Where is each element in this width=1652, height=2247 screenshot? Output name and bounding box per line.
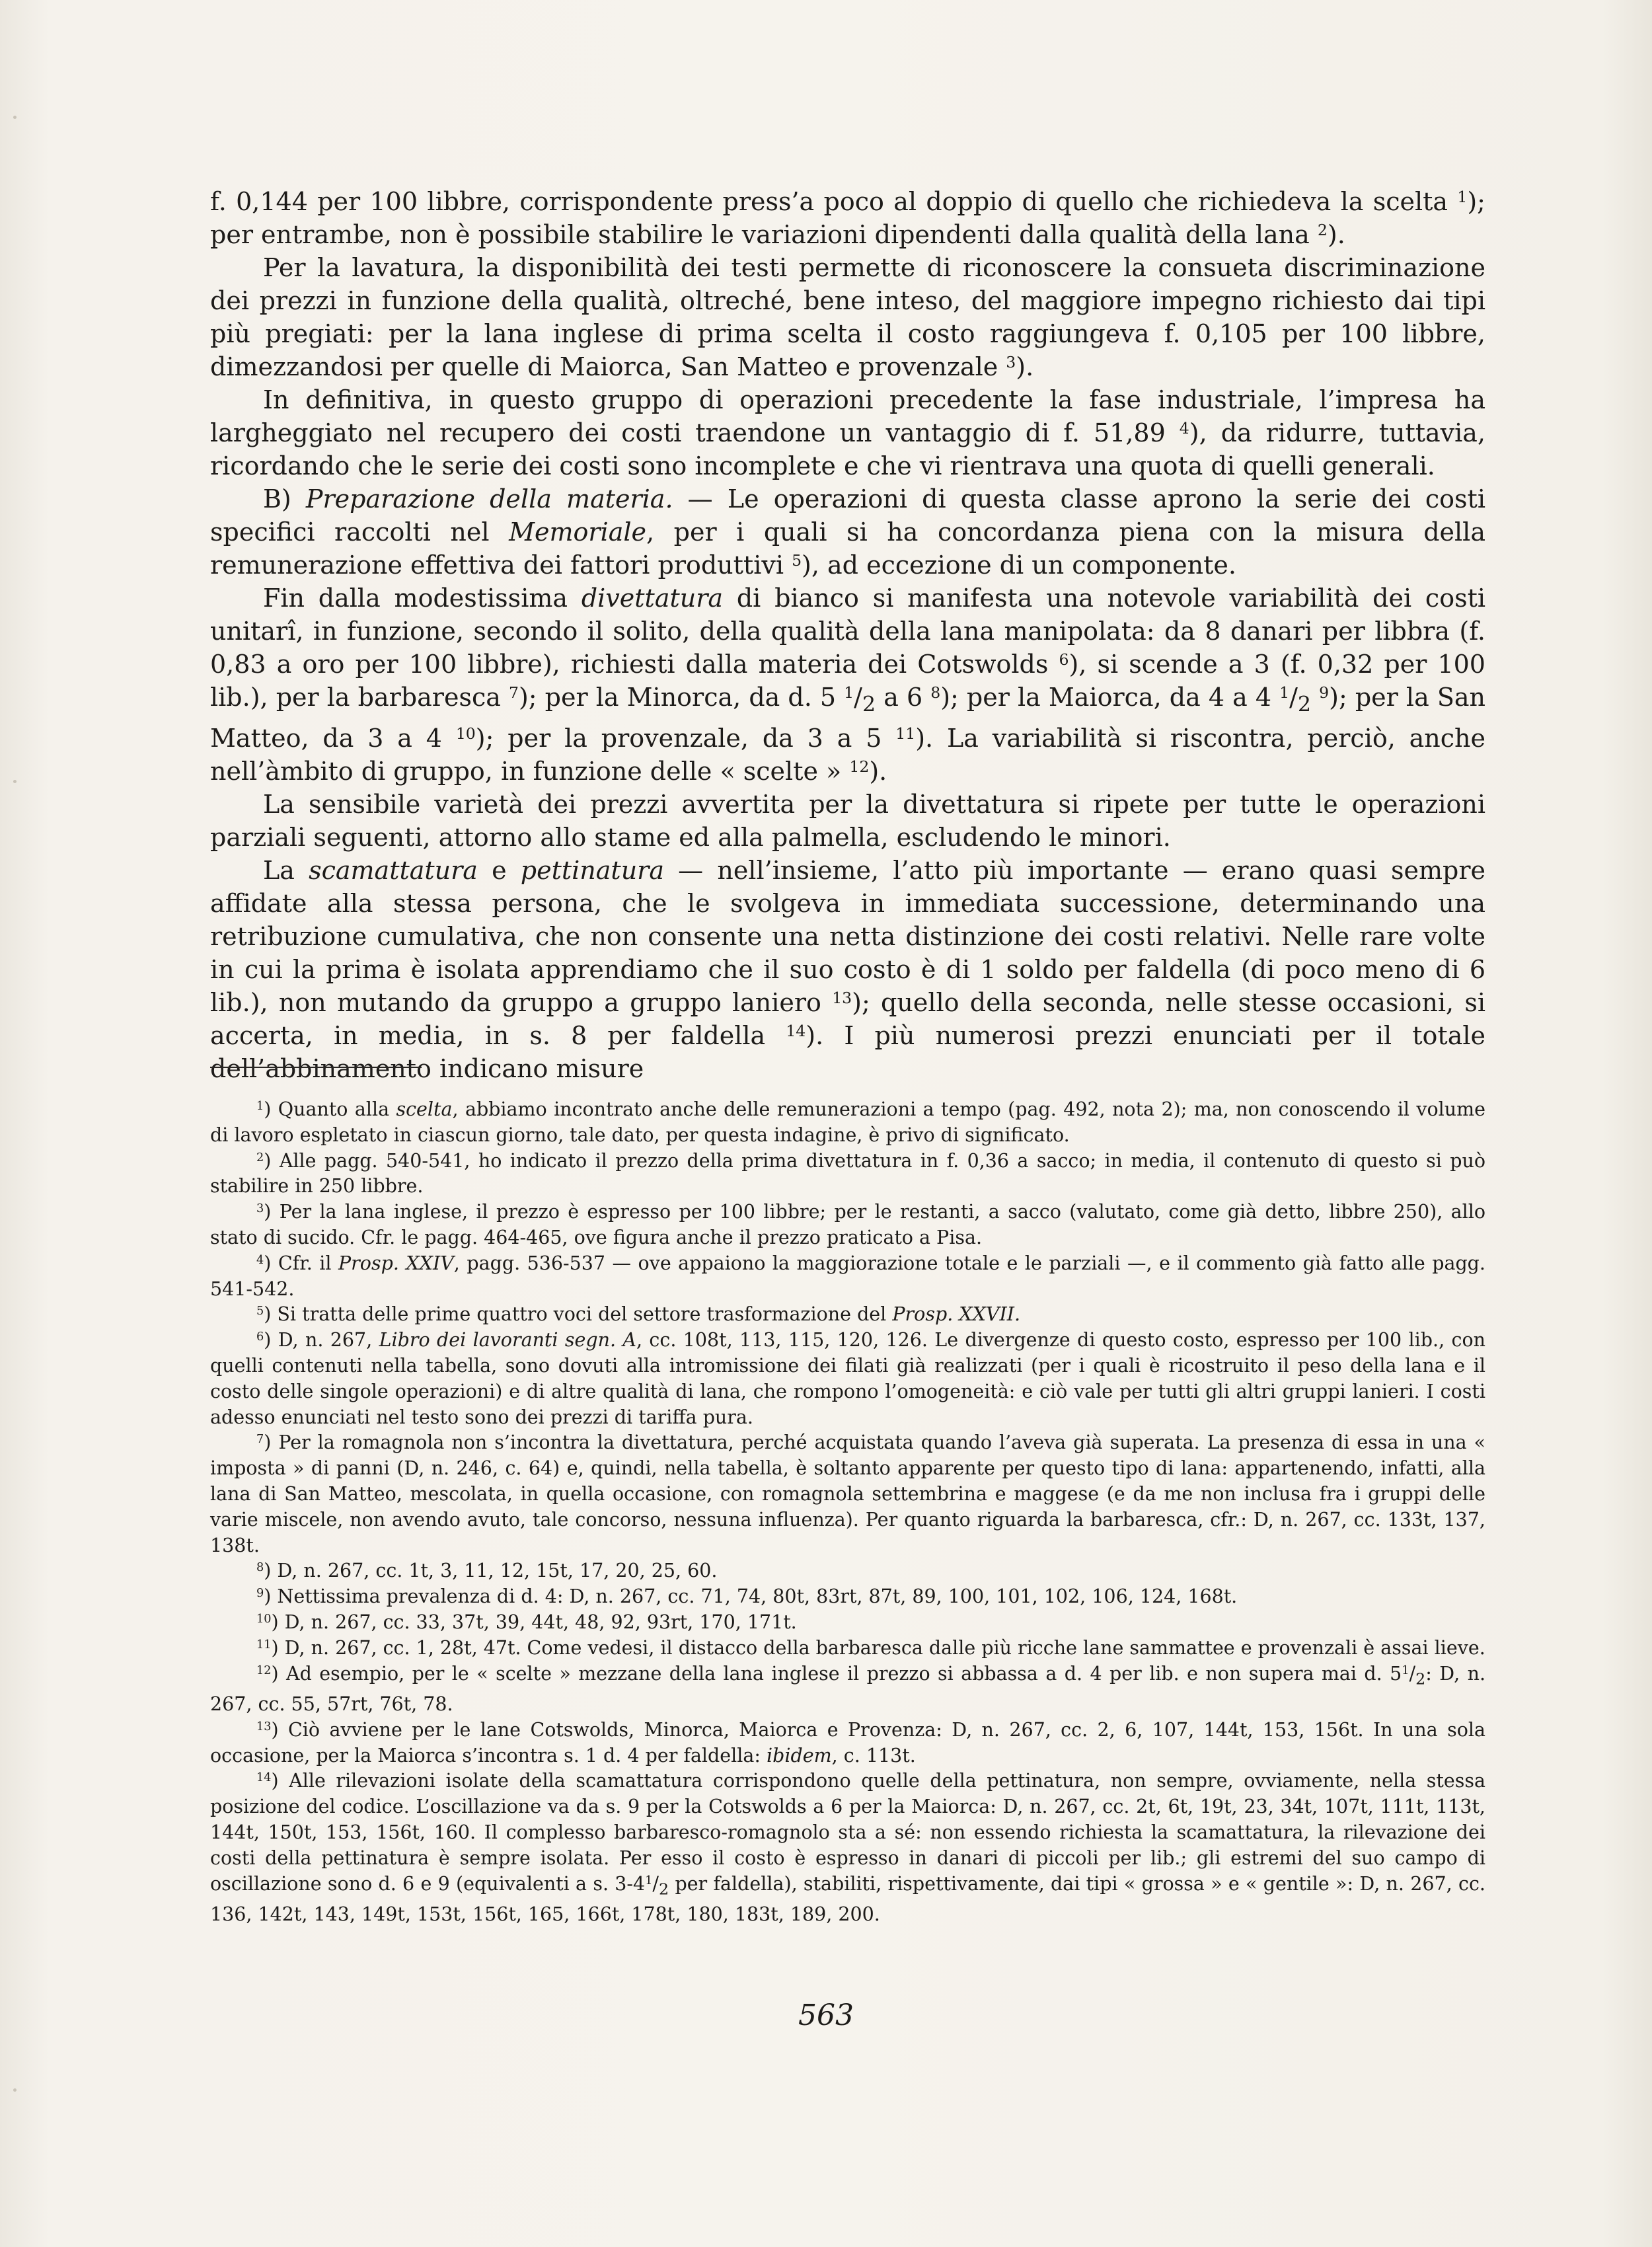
footnote-4: $^4$) Cfr. il Prosp. XXIV, pagg. 536-537 — ove appaiono la maggiorazione totale e le parziali —, e il commento già fatto alle pagg. 541-542. [210, 1252, 1485, 1300]
paragraph-6: La sensibile varietà dei prezzi avvertita per la divettatura si ripete per tutte le operazioni parziali seguenti, attorno allo stame ed alla palmella, escludendo le minori. [210, 789, 1485, 852]
binding-mark [13, 780, 17, 783]
footnote-10: $^{10}$) D, n. 267, cc. 33, 37t, 39, 44t, 48, 92, 93rt, 170, 171t. [256, 1611, 797, 1633]
footnote-6: $^6$) D, n. 267, Libro dei lavoranti segn. A, cc. 108t, 113, 115, 120, 126. Le divergenze di questo costo, espresso per 100 lib., con quelli contenuti nella tabella, sono dovuti alla intromissione dei filati già realizzati (per i quali è ricostruito il peso della lana e il costo delle singole operazioni) e di altre qualità di lana, che rompono l’omogeneità: e ciò vale per tutti gli altri gruppi lanieri. I costi adesso enunciati nel testo sono dei prezzi di tariffa pura. [210, 1329, 1485, 1428]
paragraph-7: La scamattatura e pettinatura — nell’insieme, l’atto più importante — erano quasi sempre affidate alla stessa persona, che le svolgeva in immediata successione, determinando una retribuzione cumulativa, che non consente una netta distinzione dei costi relativi. Nelle rare volte in cui la prima è isolata apprendiamo che il suo costo è di 1 soldo per faldella (di poco meno di 6 lib.), non mutando da gruppo a gruppo laniero $^{13}$); quello della seconda, nelle stesse occasioni, si accerta, in media, in s. 8 per faldella $^{14}$). I più numerosi prezzi enunciati per il totale dell’abbinamento indicano misure [210, 855, 1486, 1083]
footnote-3: $^3$) Per la lana inglese, il prezzo è espresso per 100 libbre; per le restanti, a sacco (valutato, come già detto, libbre 250), allo stato di sucido. Cfr. le pagg. 464-465, ove figura anche il prezzo praticato a Pisa. [210, 1201, 1485, 1248]
footnote-12: $^{12}$) Ad esempio, per le « scelte » mezzane della lana inglese il prezzo si abbassa a d. 4 per lib. e non supera mai d. $5^1/_2$: D, n. 267, cc. 55, 57rt, 76t, 78. [210, 1662, 1486, 1716]
paragraph-4: B) Preparazione della materia. — Le operazioni di questa classe aprono la serie dei costi specifici raccolti nel Memoriale, per i quali si ha concordanza piena con la misura della remunerazione effettiva dei fattori produttivi $^5$), ad eccezione di un componente. [210, 484, 1485, 580]
footnote-9: $^9$) Nettissima prevalenza di d. 4: D, n. 267, cc. 71, 74, 80t, 83rt, 87t, 89, 100, 101, 102, 106, 124, 168t. [256, 1585, 1238, 1608]
footnote-2: $^2$) Alle pagg. 540-541, ho indicato il prezzo della prima divettatura in f. 0,36 a sacco; in media, il contenuto di questo si può stabilire in 250 libbre. [210, 1149, 1485, 1198]
binding-mark [13, 2088, 17, 2092]
main-text [210, 185, 1485, 1085]
paragraph-1: f. 0,144 per 100 libbre, corrispondente press’a poco al doppio di quello che richiedeva la scelta $^1$); per entrambe, non è possibile stabilire le variazioni dipendenti dalla qualità della lana $^2$). [210, 187, 1485, 249]
footnote-7: $^7$) Per la romagnola non s’incontra la divettatura, perché acquistata quando l’aveva già superata. La presenza di essa in una « imposta » di panni (D, n. 246, c. 64) e, quindi, nella tabella, è soltanto apparente per questo tipo di lana: appartenendo, infatti, alla lana di San Matteo, mescolata, in quella occasione, con romagnola settembrina e maggese (e da me non inclusa fra i gruppi delle varie miscele, non avendo avuto, tale concorso, nessuna influenza). Per quanto riguarda la barbaresca, cfr.: D, n. 267, cc. 133t, 137, 138t. [210, 1431, 1485, 1556]
footnote-8: $^8$) D, n. 267, cc. 1t, 3, 11, 12, 15t, 17, 20, 25, 60. [256, 1560, 718, 1582]
footnote-13: $^{13}$) Ciò avviene per le lane Cotswolds, Minorca, Maiorca e Provenza: D, n. 267, cc. 2, 6, 107, 144t, 153, 156t. In una sola occasione, per la Maiorca s’incontra s. 1 d. 4 per faldella: ibidem, c. 113t. [210, 1718, 1485, 1767]
page-number: 563 [798, 1999, 854, 2032]
footnote-11: $^{11}$) D, n. 267, cc. 1, 28t, 47t. Come vedesi, il distacco della barbaresca dalle più ricche lane sammattee e provenzali è assai lieve. [256, 1636, 1485, 1659]
binding-mark [13, 116, 17, 119]
footnotes [210, 1097, 1485, 1928]
paragraph-2: Per la lavatura, la disponibilità dei testi permette di riconoscere la consueta discriminazione dei prezzi in funzione della qualità, oltreché, bene inteso, del maggiore impegno richiesto dai tipi più pregiati: per la lana inglese di prima scelta il costo raggiungeva f. 0,105 per 100 libbre, dimezzandosi per quelle di Maiorca, San Matteo e provenzale $^3$). [210, 253, 1485, 381]
footnote-separator [210, 1067, 422, 1068]
footnote-1: $^1$) Quanto alla scelta, abbiamo incontrato anche delle remunerazioni a tempo (pag. 492, nota 2); ma, non conoscendo il volume di lavoro espletato in ciascun giorno, tale dato, per questa indagine, è privo di significato. [210, 1098, 1485, 1146]
footnote-14: $^{14}$) Alle rilevazioni isolate della scamattatura corrispondono quelle della pettinatura, non sempre, ovviamente, nella stessa posizione del codice. L’oscillazione va da s. 9 per la Cotswolds a 6 per la Maiorca: D, n. 267, cc. 2t, 6t, 19t, 23, 34t, 107t, 111t, 113t, 144t, 150t, 153, 156t, 160. Il complesso barbaresco-romagnolo sta a sé: non essendo richiesta la scamattatura, la rilevazione dei costi della pettinatura è sempre isolata. Per esso il costo è espresso in danari di piccoli per lib.; gli estremi del suo campo di oscillazione sono d. 6 e 9 (equivalenti a s. $3-4^1/_2$ per faldella), stabiliti, rispettivamente, dai tipi « grossa » e « gentile »: D, n. 267, cc. 136, 142t, 143, 149t, 153t, 156t, 165, 166t, 178t, 180, 183t, 189, 200. [210, 1770, 1485, 1926]
paragraph-5: Fin dalla modestissima divettatura di bianco si manifesta una notevole variabilità dei costi unitarî, in funzione, secondo il solito, della qualità della lana manipolata: da 8 danari per libbra (f. 0,83 a oro per 100 libbre), richiesti dalla materia dei Cotswolds $^6$), si scende a 3 (f. 0,32 per 100 lib.), per la barbaresca $^7$); per la Minorca, da d. 5 $^1/_2$ a 6 $^8$); per la Maiorca, da 4 a 4 $^1/_2$ $^9$); per la San Matteo, da 3 a 4 $^{10}$); per la provenzale, da 3 a 5 $^{11}$). La variabilità si riscontra, perciò, anche nell’àmbito di gruppo, in funzione delle « scelte » $^{12}$). [210, 584, 1486, 786]
footnote-5: $^5$) Si tratta delle prime quattro voci del settore trasformazione del Prosp. XXVII. [256, 1303, 1021, 1326]
paragraph-3: In definitiva, in questo gruppo di operazioni precedente la fase industriale, l’impresa ha largheggiato nel recupero dei costi traendone un vantaggio di f. 51,89 $^4$), da ridurre, tuttavia, ricordando che le serie dei costi sono incomplete e che vi rientrava una quota di quelli generali. [210, 385, 1485, 480]
